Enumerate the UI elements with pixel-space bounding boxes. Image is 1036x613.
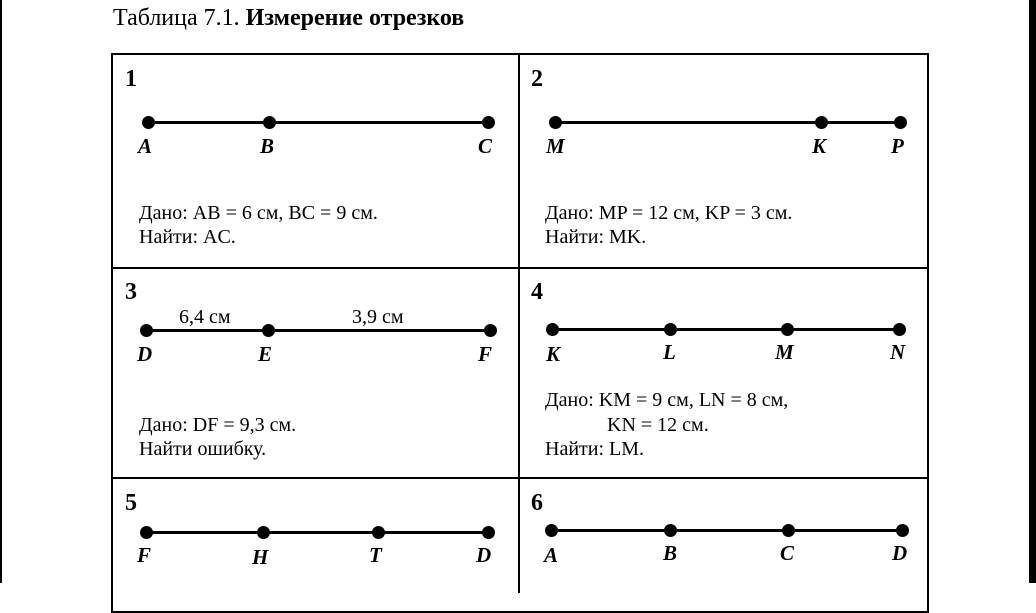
- point-marker: [549, 116, 562, 129]
- task-number: 2: [531, 66, 543, 92]
- task-number: 1: [125, 66, 137, 92]
- segment-line: [555, 121, 900, 124]
- point-marker: [484, 324, 497, 337]
- segment-measure: 6,4 см: [179, 306, 231, 328]
- find-text: Найти: AC.: [139, 226, 236, 248]
- task-number: 3: [125, 279, 137, 305]
- segment-line: [146, 329, 491, 332]
- point-marker: [263, 116, 276, 129]
- point-label: D: [137, 342, 153, 366]
- given-text: Дано: AB = 6 см, BC = 9 см.: [139, 202, 378, 224]
- segment-line: [148, 121, 488, 124]
- point-label: F: [137, 543, 152, 567]
- left-edge-border: [0, 0, 2, 583]
- point-label: M: [546, 134, 565, 158]
- point-marker: [262, 324, 275, 337]
- table-row-divider-1: [111, 267, 929, 269]
- given-text: Дано: DF = 9,3 см.: [139, 414, 297, 436]
- task-number: 6: [531, 490, 543, 516]
- given-text: Дано: MP = 12 см, KP = 3 см.: [545, 202, 793, 224]
- point-marker: [896, 524, 909, 537]
- table-row-divider-2: [111, 477, 929, 479]
- point-marker: [257, 526, 270, 539]
- given-text-continued: KN = 12 см.: [607, 414, 709, 436]
- table-title-main: Измерение отрезков: [245, 5, 465, 31]
- point-marker: [482, 526, 495, 539]
- point-label: A: [544, 543, 559, 567]
- given-text: Дано: KM = 9 см, LN = 8 см,: [545, 389, 789, 411]
- table-column-divider: [518, 53, 520, 593]
- find-text: Найти: MK.: [545, 226, 647, 248]
- point-marker: [372, 526, 385, 539]
- point-label: K: [546, 342, 561, 366]
- point-label: B: [260, 134, 275, 158]
- point-marker: [482, 116, 495, 129]
- point-label: C: [780, 541, 795, 565]
- point-marker: [781, 323, 794, 336]
- point-label: D: [476, 543, 492, 567]
- right-edge-border: [1029, 0, 1036, 583]
- point-marker: [140, 324, 153, 337]
- segment-line: [551, 529, 902, 532]
- point-label: B: [663, 541, 678, 565]
- point-marker: [664, 524, 677, 537]
- find-text: Найти: LM.: [545, 438, 645, 460]
- point-marker: [815, 116, 828, 129]
- point-label: L: [663, 340, 676, 364]
- table-title: [113, 5, 464, 32]
- task-number: 4: [531, 279, 543, 305]
- point-label: A: [138, 134, 153, 158]
- point-marker: [893, 323, 906, 336]
- point-label: M: [775, 340, 794, 364]
- point-label: N: [890, 340, 906, 364]
- segment-measure: 3,9 см: [352, 306, 404, 328]
- table-title-prefix: Таблица 7.1.: [113, 5, 240, 31]
- point-marker: [894, 116, 907, 129]
- point-marker: [664, 323, 677, 336]
- point-label: F: [478, 342, 493, 366]
- segment-line: [146, 531, 488, 534]
- point-marker: [546, 323, 559, 336]
- point-label: C: [478, 134, 493, 158]
- point-label: E: [258, 342, 273, 366]
- point-marker: [142, 116, 155, 129]
- task-number: 5: [125, 490, 137, 516]
- point-marker: [782, 524, 795, 537]
- point-label: D: [892, 541, 908, 565]
- point-marker: [140, 526, 153, 539]
- find-text: Найти ошибку.: [139, 438, 267, 460]
- point-label: P: [891, 134, 904, 158]
- point-marker: [545, 524, 558, 537]
- point-label: H: [252, 545, 269, 569]
- point-label: T: [369, 543, 382, 567]
- point-label: K: [812, 134, 827, 158]
- segment-line: [552, 328, 899, 331]
